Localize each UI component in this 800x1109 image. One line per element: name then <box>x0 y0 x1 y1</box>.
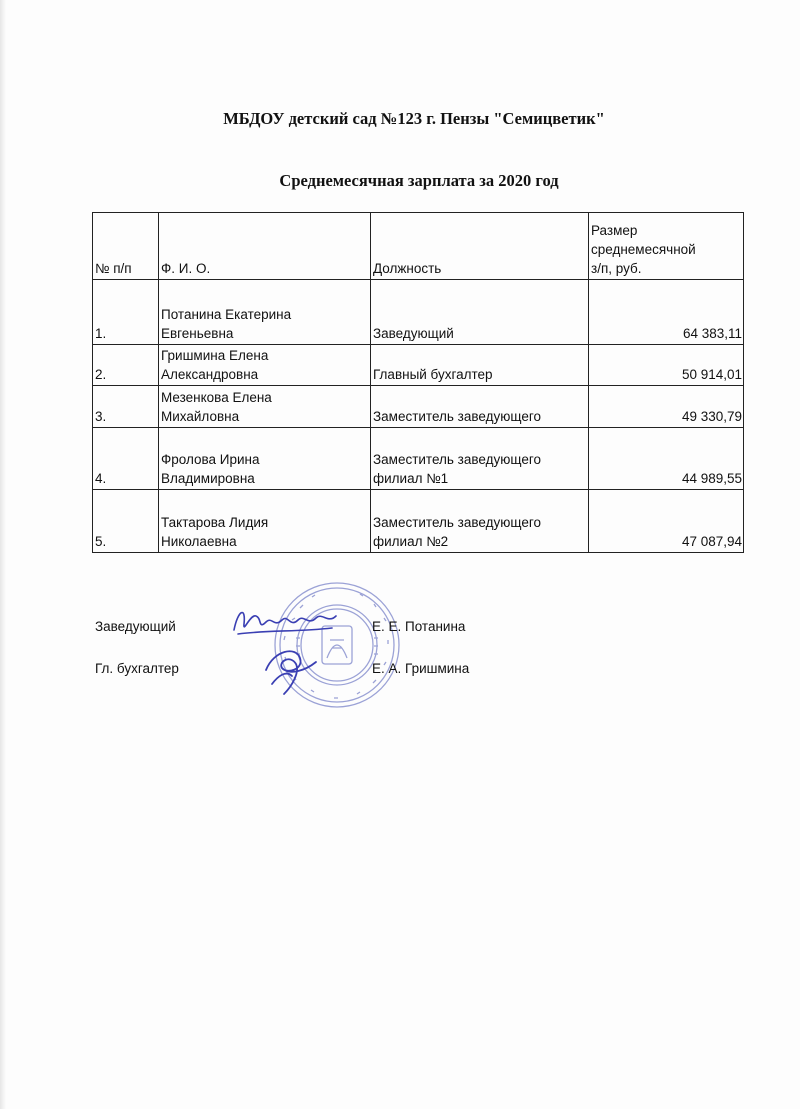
head-signature-icon <box>228 600 340 644</box>
employee-name <box>159 280 371 345</box>
salary-value: 44 989,55 <box>589 428 744 490</box>
head-signature-label: Заведующий <box>95 619 176 634</box>
table-row <box>93 280 744 345</box>
position-line: Заместитель заведующего <box>373 452 541 467</box>
salary-header-line: среднемесячной <box>591 242 696 257</box>
accountant-signature-name: Е. А. Гришмина <box>372 661 470 676</box>
column-header-position: Должность <box>371 213 589 280</box>
name-line: Фролова Ирина <box>161 452 260 467</box>
column-header-name: Ф. И. О. <box>159 213 371 280</box>
position-line: Заместитель заведующего <box>373 515 541 530</box>
employee-name <box>159 345 371 386</box>
name-line: Евгеньевна <box>161 326 234 341</box>
row-number: 3. <box>93 386 159 428</box>
employee-position <box>371 345 589 386</box>
name-line: Потанина Екатерина <box>161 307 292 322</box>
row-number: 1. <box>93 280 159 345</box>
salary-table <box>92 212 744 553</box>
name-line: Тактарова Лидия <box>161 515 269 530</box>
table-row <box>93 345 744 386</box>
employee-name <box>159 490 371 553</box>
name-line: Владимировна <box>161 471 255 486</box>
employee-position <box>371 280 589 345</box>
table-header-row <box>93 213 744 280</box>
employee-name <box>159 386 371 428</box>
organization-title: МБДОУ детский сад №123 г. Пензы "Семицветик" <box>223 109 605 128</box>
name-line: Николаевна <box>161 534 237 549</box>
accountant-signature-label: Гл. бухгалтер <box>95 661 179 676</box>
column-header-number: № п/п <box>93 213 159 280</box>
accountant-signature-icon <box>256 640 326 700</box>
position-line: Заместитель заведующего <box>373 409 541 424</box>
employee-name <box>159 428 371 490</box>
document-title: Среднемесячная зарплата за 2020 год <box>279 171 559 190</box>
table-row <box>93 490 744 553</box>
name-line: Мезенкова Елена <box>161 390 272 405</box>
name-line: Михайловна <box>161 409 240 424</box>
salary-header-line: з/п, руб. <box>591 261 642 276</box>
head-signature-name: Е. Е. Потанина <box>372 619 466 634</box>
row-number: 5. <box>93 490 159 553</box>
position-line: Заведующий <box>373 326 454 341</box>
table-row <box>93 428 744 490</box>
salary-value: 47 087,94 <box>589 490 744 553</box>
salary-value: 50 914,01 <box>589 345 744 386</box>
employee-position <box>371 428 589 490</box>
salary-value: 49 330,79 <box>589 386 744 428</box>
name-line: Александровна <box>161 367 259 382</box>
page-edge <box>0 0 6 1109</box>
row-number: 4. <box>93 428 159 490</box>
name-line: Гришмина Елена <box>161 348 269 363</box>
salary-value: 64 383,11 <box>589 280 744 345</box>
employee-position <box>371 490 589 553</box>
position-line: филиал №2 <box>373 534 449 549</box>
employee-position <box>371 386 589 428</box>
table-row <box>93 386 744 428</box>
salary-header-line: Размер <box>591 223 638 238</box>
row-number: 2. <box>93 345 159 386</box>
column-header-salary <box>589 213 744 280</box>
position-line: филиал №1 <box>373 471 449 486</box>
position-line: Главный бухгалтер <box>373 367 493 382</box>
